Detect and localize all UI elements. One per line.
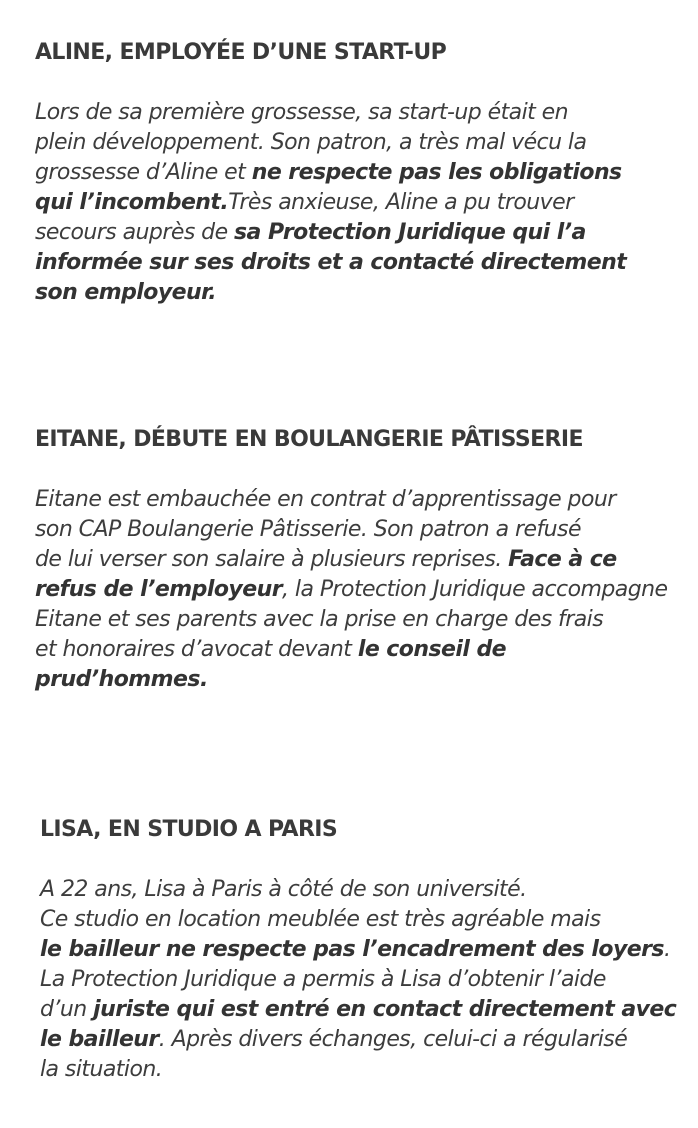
text-line: [35, 278, 675, 308]
text-line: [40, 995, 680, 1025]
story-title: EITANE, DÉBUTE EN BOULANGERIE PÂTISSERIE: [35, 427, 583, 452]
text-line: [35, 635, 675, 665]
emphasis-text: ne respecte pas les obligations: [251, 160, 622, 185]
text-line: [40, 1025, 680, 1055]
text-line: [40, 935, 680, 965]
body-text: de lui verser son salaire à plusieurs reprises.: [35, 547, 509, 572]
body-text: .: [663, 937, 671, 962]
body-text: secours auprès de: [35, 220, 235, 245]
story-title: LISA, EN STUDIO A PARIS: [40, 817, 338, 842]
story-body: [35, 98, 675, 308]
body-text: , la Protection Juridique accompagne: [282, 577, 668, 602]
emphasis-text: le bailleur: [40, 1027, 159, 1052]
story-aline: [35, 38, 675, 308]
body-text: Eitane est embauchée en contrat d’apprentissage pour: [35, 487, 616, 512]
body-text: Ce studio en location meublée est très agréable mais: [40, 907, 601, 932]
emphasis-text: sa Protection Juridique qui l’a: [234, 220, 586, 245]
emphasis-text: le conseil de: [357, 637, 507, 662]
text-line: [40, 1055, 680, 1085]
story-body: [35, 485, 675, 695]
text-line: [35, 98, 675, 128]
story-body: [40, 875, 680, 1085]
text-line: [35, 485, 675, 515]
body-text: plein développement. Son patron, a très mal vécu la: [35, 130, 587, 155]
text-line: [40, 875, 680, 905]
body-text: Lors de sa première grossesse, sa start-up était en: [35, 100, 569, 125]
text-line: [35, 248, 675, 278]
body-text: Eitane et ses parents avec la prise en charge des frais: [35, 607, 604, 632]
body-text: Très anxieuse, Aline a pu trouver: [228, 190, 574, 215]
text-line: [35, 545, 675, 575]
text-line: [40, 965, 680, 995]
body-text: grossesse d’Aline et: [35, 160, 252, 185]
body-text: d’un: [40, 997, 94, 1022]
text-line: [35, 188, 675, 218]
emphasis-text: son employeur.: [35, 280, 217, 305]
text-line: [35, 605, 675, 635]
body-text: et honoraires d’avocat devant: [35, 637, 358, 662]
emphasis-text: refus de l’employeur: [35, 577, 283, 602]
text-line: [35, 218, 675, 248]
body-text: . Après divers échanges, celui-ci a régularisé: [158, 1027, 628, 1052]
body-text: son CAP Boulangerie Pâtisserie. Son patron a refusé: [35, 517, 581, 542]
body-text: La Protection Juridique a permis à Lisa d’obtenir l’aide: [40, 967, 606, 992]
emphasis-text: informée sur ses droits et a contacté directement: [35, 250, 627, 275]
text-line: [40, 905, 680, 935]
emphasis-text: prud’hommes.: [35, 667, 208, 692]
text-line: [35, 575, 675, 605]
body-text: A 22 ans, Lisa à Paris à côté de son université.: [40, 877, 527, 902]
story-title: ALINE, EMPLOYÉE D’UNE START-UP: [35, 40, 447, 65]
emphasis-text: juriste qui est entré en contact directement avec: [93, 997, 677, 1022]
emphasis-text: Face à ce: [508, 547, 617, 572]
story-lisa: [40, 815, 680, 1085]
text-line: [35, 515, 675, 545]
text-line: [35, 665, 675, 695]
text-line: [35, 128, 675, 158]
story-eitane: [35, 425, 675, 695]
body-text: la situation.: [40, 1057, 163, 1082]
emphasis-text: qui l’incombent.: [35, 190, 229, 215]
emphasis-text: le bailleur ne respecte pas l’encadrement des loyers: [40, 937, 664, 962]
text-line: [35, 158, 675, 188]
